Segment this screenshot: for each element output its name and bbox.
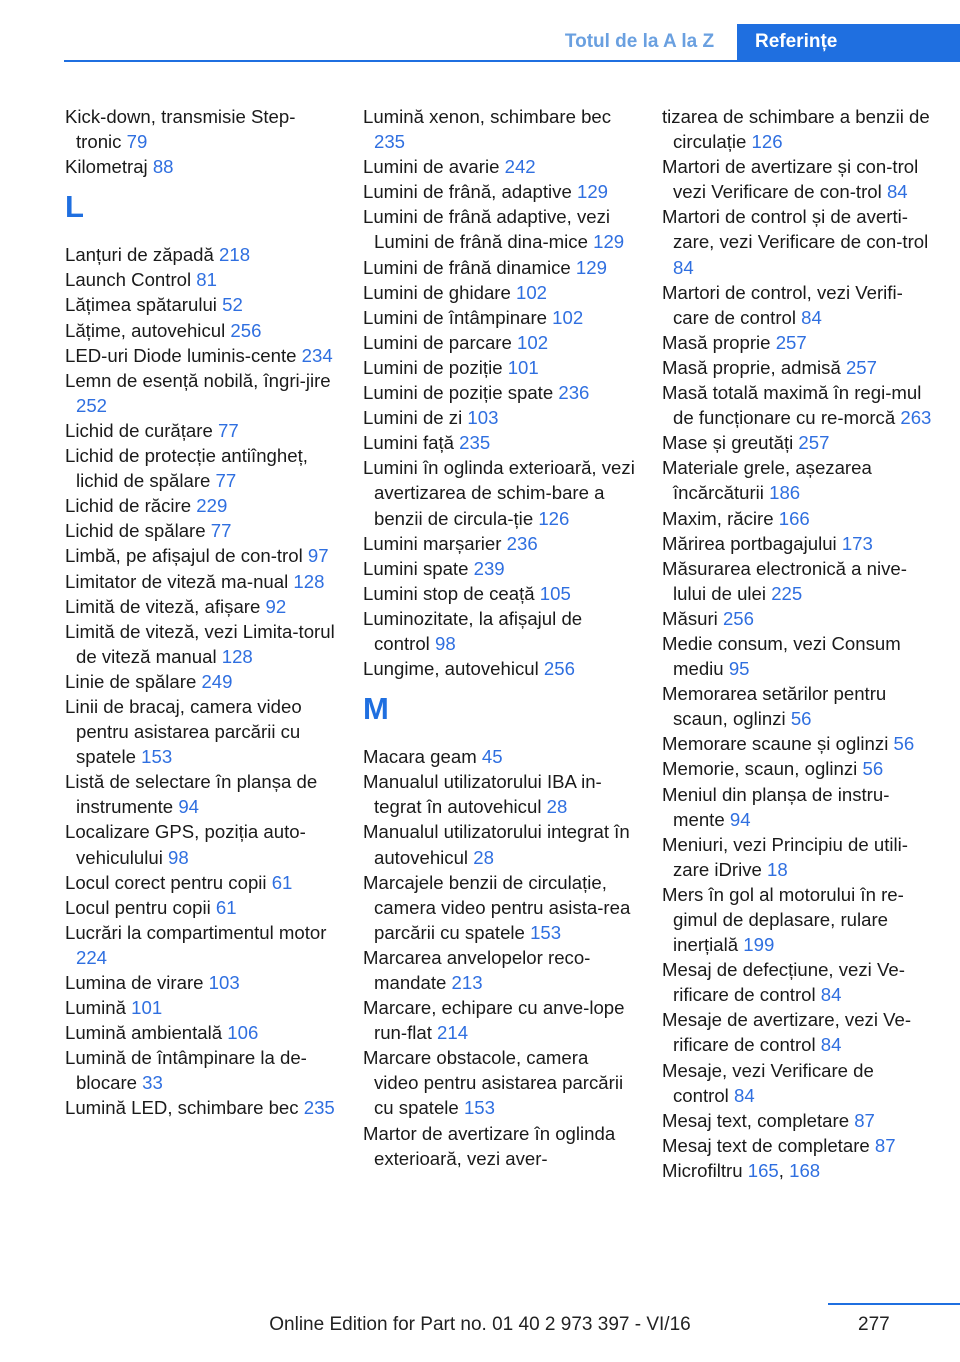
page-reference-link[interactable]: 236 — [558, 382, 590, 404]
index-entry — [662, 154, 934, 204]
page-reference-link[interactable]: 28 — [546, 796, 568, 818]
index-entry-term: Marcare, echipare cu anve-lope run-flat — [363, 997, 625, 1044]
index-entry — [65, 669, 337, 694]
section-letter: L — [65, 189, 84, 225]
page-reference-link[interactable]: 126 — [751, 131, 783, 153]
index-entry-term: Mesaje, vezi Verificare de control — [662, 1059, 874, 1106]
index-entry-term: Lanțuri de zăpadă — [65, 244, 214, 266]
page-reference-link[interactable]: 97 — [307, 545, 329, 567]
page-reference-link[interactable]: 256 — [722, 607, 754, 629]
page-reference-link[interactable]: 263 — [900, 407, 932, 429]
index-entry-term: Listă de selectare în planșa de instrumente — [65, 771, 318, 818]
index-entry-term: Meniuri, vezi Principiu de utili-zare iDrive — [662, 833, 908, 880]
page-reference-link[interactable]: 213 — [451, 972, 483, 993]
index-entry-term: Lichid de spălare — [65, 520, 206, 542]
page-reference-link[interactable]: 84 — [673, 256, 694, 278]
index-entry — [363, 1045, 635, 1120]
page-reference-link[interactable]: 126 — [538, 507, 570, 529]
index-entry — [65, 920, 337, 970]
page-reference-link[interactable]: 128 — [293, 570, 325, 592]
index-entry-term: Maxim, răcire — [662, 507, 774, 529]
index-entry — [363, 179, 635, 204]
index-entry-term: Mase și greutăți — [662, 432, 794, 454]
index-entry — [363, 255, 635, 280]
index-entry-term: Kilometraj — [65, 156, 148, 178]
page-reference-link[interactable]: 257 — [798, 432, 830, 454]
page-reference-link[interactable]: 95 — [728, 658, 750, 680]
index-entry — [363, 656, 635, 681]
index-entry — [662, 455, 934, 505]
index-entry-term: Manualul utilizatorului integrat în autovehicul — [363, 821, 630, 868]
index-entry-term: Mesaj de defecțiune, vezi Ve-rificare de control — [662, 959, 905, 1006]
page-reference-link[interactable]: 92 — [265, 595, 287, 617]
page-reference-link[interactable]: 61 — [215, 896, 237, 918]
index-entry — [65, 242, 337, 267]
index-entry-term: Măsurarea electronică a nive-lului de ulei — [662, 557, 907, 604]
index-entry: Microfiltru 165, 168 — [662, 1159, 821, 1181]
index-entry — [662, 882, 934, 957]
index-entry — [65, 318, 337, 343]
page-reference-link[interactable]: 45 — [481, 746, 503, 768]
page-reference-link[interactable]: 235 — [459, 432, 491, 454]
page-header — [0, 0, 960, 62]
index-entry — [662, 380, 934, 430]
index-entry — [65, 895, 337, 920]
index-entry — [363, 769, 635, 819]
index-entry-term: Limită de viteză, vezi Limita-torul de viteză manual — [65, 620, 335, 667]
index-entry-term: Memorare scaune și oglinzi — [662, 733, 889, 755]
index-entry — [662, 1108, 934, 1133]
index-entry — [65, 619, 337, 669]
index-entry-term: Masă totală maximă în regi-mul de funcționare cu re-morcă — [662, 382, 922, 429]
page-reference-link[interactable]: 98 — [434, 632, 456, 654]
index-entry — [65, 368, 337, 418]
index-entry-term: Martori de control, vezi Verifi-care de control — [662, 281, 903, 328]
index-entry-term: Limitator de viteză ma-nual — [65, 570, 289, 592]
index-entry-term: Mesaj text de completare — [662, 1134, 870, 1156]
index-entry-term: Lumini de ghidare — [363, 281, 511, 303]
index-entry-term: Lungime, autovehicul — [363, 658, 539, 680]
page-reference-link[interactable]: 235 — [303, 1097, 335, 1119]
page-reference-link[interactable]: 128 — [221, 645, 253, 667]
index-entry — [662, 330, 934, 355]
index-entry-term: Lumini de frână, adaptive — [363, 181, 572, 203]
page-reference-link[interactable]: 81 — [196, 269, 217, 291]
index-entry — [662, 104, 934, 154]
index-column-1 — [65, 104, 337, 1121]
page-number: 277 — [858, 1314, 890, 1335]
index-entry-term: Memorarea setărilor pentru scaun, oglinzi — [662, 683, 887, 730]
index-entry — [363, 581, 635, 606]
index-entry — [65, 518, 337, 543]
page-reference-link[interactable]: 101 — [507, 356, 539, 378]
index-entry — [363, 305, 635, 330]
page-reference-link[interactable]: 186 — [769, 482, 801, 504]
page-reference-link[interactable]: 56 — [790, 708, 812, 730]
index-entry — [363, 1121, 635, 1171]
index-entry-term: Lemn de esență nobilă, îngri-jire — [65, 369, 331, 391]
edition-note: Online Edition for Part no. 01 40 2 973 397 - VI/16 — [269, 1314, 691, 1335]
page-reference-link[interactable]: 79 — [126, 131, 148, 153]
index-entry — [65, 970, 337, 995]
page-reference-link[interactable]: 98 — [168, 846, 189, 868]
page-reference-link[interactable]: 257 — [845, 356, 877, 378]
page-reference-link[interactable]: 235 — [374, 131, 406, 153]
index-entry-term: Kick-down, transmisie Step-tronic — [65, 106, 296, 153]
index-entry — [363, 405, 635, 430]
page-reference-link[interactable]: 105 — [539, 582, 571, 604]
page-reference-link[interactable]: 56 — [862, 758, 884, 780]
index-entry — [65, 543, 337, 568]
page-reference-link[interactable]: 87 — [854, 1109, 875, 1131]
page-reference-link[interactable]: 224 — [76, 946, 108, 968]
page-reference-link[interactable]: 56 — [893, 733, 915, 755]
page-reference-link[interactable]: 102 — [516, 281, 548, 303]
page-reference-link[interactable]: 28 — [473, 846, 494, 868]
index-entry-term: Lumina de virare — [65, 972, 204, 993]
index-entry — [662, 681, 934, 731]
index-entry-term: Lumini de întâmpinare — [363, 306, 547, 328]
index-entry-term: Martori de avertizare și con-trol vezi Verificare de con-trol — [662, 156, 919, 203]
page-reference-link[interactable]: 234 — [301, 344, 333, 366]
index-entry-term: Mesaje de avertizare, vezi Ve-rificare de control — [662, 1009, 912, 1056]
index-entry — [65, 493, 337, 518]
index-entry — [662, 556, 934, 606]
page-reference-link[interactable]: 84 — [820, 1034, 842, 1056]
index-entry-term: Locul pentru copii — [65, 896, 211, 918]
index-entry — [662, 430, 934, 455]
page-reference-link[interactable]: 77 — [210, 520, 232, 542]
index-entry-term: Lumini spate — [363, 557, 469, 579]
index-entry — [363, 819, 635, 869]
index-entry — [363, 995, 635, 1045]
page-reference-link[interactable]: 129 — [576, 181, 609, 203]
index-entry-term: Manualul utilizatorului IBA in-tegrat în autovehicul — [363, 771, 602, 818]
index-entry — [363, 154, 635, 179]
page-reference-link[interactable]: 106 — [227, 1022, 259, 1044]
page-reference-link[interactable]: 249 — [201, 670, 233, 692]
index-entry — [65, 569, 337, 594]
index-entry — [662, 606, 934, 631]
index-entry-term: Martor de avertizare în oglinda exterioară, vezi aver- — [363, 1122, 616, 1169]
index-entry-term: Localizare GPS, poziția auto-vehiculului — [65, 821, 306, 868]
index-entry-term: Lumini de frână adaptive, vezi Lumini de frână dina-mice — [363, 206, 611, 253]
page-reference-link[interactable]: 84 — [820, 984, 842, 1006]
index-entry-term: Lumini stop de ceață — [363, 582, 535, 604]
chapter-tab: Totul de la A la Z — [564, 31, 715, 52]
index-entry — [65, 443, 337, 493]
index-entry-term: Lumină — [65, 997, 126, 1019]
index-entry — [65, 1020, 337, 1045]
index-entry-term: Macara geam — [363, 746, 477, 768]
page-reference-link[interactable]: 103 — [467, 407, 499, 429]
index-entry-term: Meniul din planșa de instru-mente — [662, 783, 890, 830]
index-entry-term: Lumină ambientală — [65, 1022, 223, 1044]
page-reference-link[interactable]: 52 — [222, 294, 243, 316]
index-entry-term: Microfiltru — [662, 1159, 743, 1181]
index-entry — [65, 343, 337, 368]
index-entry-term: Linie de spălare — [65, 670, 197, 692]
index-entry-term: Lumini de avarie — [363, 156, 500, 178]
index-entry-term: Lumină de întâmpinare la de-blocare — [65, 1047, 307, 1094]
page-reference-link[interactable]: 84 — [801, 306, 822, 328]
index-entry — [363, 455, 635, 530]
index-entry — [65, 104, 337, 154]
index-entry — [363, 280, 635, 305]
index-entry — [65, 870, 337, 895]
index-entry — [662, 506, 934, 531]
index-entry-term: Locul corect pentru copii — [65, 871, 267, 893]
page-reference-link[interactable]: 236 — [506, 532, 538, 554]
page-reference-link[interactable]: 88 — [152, 156, 174, 178]
index-entry-term: Marcarea anvelopelor reco-mandate — [363, 946, 591, 993]
page-reference-link[interactable]: 77 — [215, 470, 237, 492]
index-entry — [363, 104, 635, 154]
index-entry — [662, 832, 934, 882]
page-reference-link[interactable]: 165 — [747, 1159, 779, 1181]
index-entry — [662, 957, 934, 1007]
index-entry-term: Măsuri — [662, 607, 718, 629]
index-entry-term: Lumini marșarier — [363, 532, 502, 554]
page-reference-link[interactable]: 102 — [517, 331, 549, 353]
index-entry — [363, 355, 635, 380]
page-reference-link[interactable]: 61 — [271, 871, 293, 893]
page-reference-link[interactable]: 18 — [767, 858, 788, 880]
index-entry — [363, 870, 635, 945]
index-entry-term: Luminozitate, la afișajul de control — [363, 607, 583, 654]
page-reference-link[interactable]: 153 — [463, 1097, 495, 1119]
index-entry-term: Lumini de poziție — [363, 356, 503, 378]
index-column-2 — [363, 104, 635, 1171]
index-entry-term: tizarea de schimbare a benzii de circulație — [662, 106, 930, 153]
page-reference-link[interactable]: 102 — [552, 306, 584, 328]
index-entry — [363, 204, 635, 254]
index-entry — [65, 594, 337, 619]
index-entry — [363, 744, 635, 769]
index-entry-term: Martori de control și de averti-zare, vezi Verificare de con-trol — [662, 206, 929, 253]
page-reference-link[interactable]: 257 — [775, 331, 807, 353]
index-entry — [662, 1007, 934, 1057]
index-entry — [65, 292, 337, 317]
index-entry-term: Lumini de frână dinamice — [363, 256, 571, 278]
index-entry — [662, 1058, 934, 1108]
page-reference-link[interactable]: 84 — [733, 1084, 755, 1106]
index-entry — [65, 418, 337, 443]
section-tab: Referințe — [737, 24, 960, 60]
index-entry-term: Mers în gol al motorului în re-gimul de deplasare, rulare inerțială — [662, 883, 904, 956]
index-entry-term: Materiale grele, așezarea încărcăturii — [662, 457, 872, 504]
page-reference-link[interactable]: 77 — [217, 419, 239, 441]
index-entry — [65, 267, 337, 292]
page-reference-link[interactable]: 166 — [778, 507, 810, 529]
index-entry-term: Mărirea portbagajului — [662, 532, 837, 554]
page-reference-link[interactable]: 101 — [131, 997, 163, 1019]
index-entry-term: Memorie, scaun, oglinzi — [662, 758, 858, 780]
index-entry — [662, 1133, 934, 1158]
index-entry-term: Lumini de parcare — [363, 331, 512, 353]
page-reference-link[interactable]: 94 — [178, 796, 200, 818]
index-entry — [65, 1095, 337, 1120]
index-entry-term: Lucrări la compartimentul motor — [65, 921, 327, 943]
index-entry — [363, 380, 635, 405]
index-entry — [65, 769, 337, 819]
index-entry — [662, 782, 934, 832]
page-reference-link[interactable]: 199 — [743, 934, 775, 956]
index-entry-term: Lumină xenon, schimbare bec — [363, 106, 612, 127]
index-entry — [363, 606, 635, 656]
index-entry-term: Lichid de curățare — [65, 419, 213, 441]
index-entry — [662, 531, 934, 556]
page-reference-link[interactable]: 239 — [473, 557, 505, 579]
index-entry — [65, 154, 337, 179]
index-entry — [65, 1045, 337, 1095]
index-entry-term: Lumini de poziție spate — [363, 382, 554, 404]
page-reference-link[interactable]: 252 — [76, 394, 108, 416]
index-entry — [662, 204, 934, 279]
index-entry-term: Lumini față — [363, 432, 454, 454]
index-entry — [662, 731, 934, 756]
index-entry — [363, 556, 635, 581]
page-reference-link[interactable]: 229 — [196, 495, 228, 517]
index-entry-term: Limbă, pe afișajul de con-trol — [65, 545, 303, 567]
index-entry-term: Mesaj text, completare — [662, 1109, 850, 1131]
index-entry — [363, 430, 635, 455]
page-reference-link[interactable]: 153 — [530, 921, 562, 943]
page-reference-link[interactable]: 173 — [841, 532, 873, 554]
index-entry — [662, 631, 934, 681]
index-entry — [662, 355, 934, 380]
index-entry-term: Lumină LED, schimbare bec — [65, 1097, 299, 1119]
page-reference-link[interactable]: 168 — [789, 1159, 821, 1181]
page-reference-link[interactable]: 218 — [219, 244, 251, 266]
index-entry — [662, 280, 934, 330]
page-reference-link[interactable]: 214 — [437, 1022, 469, 1044]
index-entry — [662, 756, 934, 781]
index-entry-term: Limită de viteză, afișare — [65, 595, 261, 617]
page-reference-link[interactable]: 129 — [593, 231, 625, 253]
index-entry-term: Lichid de răcire — [65, 495, 192, 517]
section-letter: M — [363, 691, 389, 727]
index-entry-term: Marcajele benzii de circulație, camera video pentru asista-rea parcării cu spatele — [363, 871, 631, 943]
index-entry-term: Linii de bracaj, camera video pentru asistarea parcării cu spatele — [65, 695, 302, 768]
index-entry — [363, 531, 635, 556]
index-entry — [65, 995, 337, 1020]
index-entry-term: Medie consum, vezi Consum mediu — [662, 632, 901, 680]
footer-divider — [828, 1303, 960, 1305]
page-reference-link[interactable]: 103 — [208, 972, 240, 993]
index-entry-term: Lățimea spătarului — [65, 294, 217, 316]
page-reference-link[interactable]: 256 — [230, 319, 262, 341]
index-entry-term: LED-uri Diode luminis-cente — [65, 344, 297, 366]
index-entry-term: Lumini de zi — [363, 407, 463, 429]
page-reference-link[interactable]: 33 — [142, 1072, 163, 1094]
index-entry-term: Masă proprie, admisă — [662, 356, 841, 378]
page-reference-link[interactable]: 225 — [771, 582, 803, 604]
page-reference-link[interactable]: 153 — [141, 746, 173, 768]
index-entry — [363, 945, 635, 995]
page-reference-link[interactable]: 84 — [886, 181, 908, 203]
index-entry — [65, 694, 337, 769]
page-reference-link[interactable]: 242 — [504, 156, 536, 178]
index-entry — [65, 819, 337, 869]
index-entry-term: Lumini în oglinda exterioară, vezi avertizarea de schim-bare a benzii de circula-ție — [363, 457, 635, 529]
header-divider — [64, 60, 960, 62]
index-entry-term: Marcare obstacole, camera video pentru asistarea parcării cu spatele — [363, 1047, 624, 1119]
index-entry-term: Masă proprie — [662, 331, 771, 353]
index-entry — [363, 330, 635, 355]
page-reference-link[interactable]: 94 — [729, 808, 751, 830]
index-entry-term: Launch Control — [65, 269, 192, 291]
index-entry-term: Lichid de protecție antiîngheț, lichid de spălare — [65, 445, 308, 492]
page-reference-link[interactable]: 129 — [575, 256, 607, 278]
index-column-3 — [662, 104, 934, 1183]
page-reference-link[interactable]: 256 — [543, 658, 575, 680]
page-reference-link[interactable]: 87 — [874, 1134, 896, 1156]
index-entry-term: Lățime, autovehicul — [65, 319, 226, 341]
